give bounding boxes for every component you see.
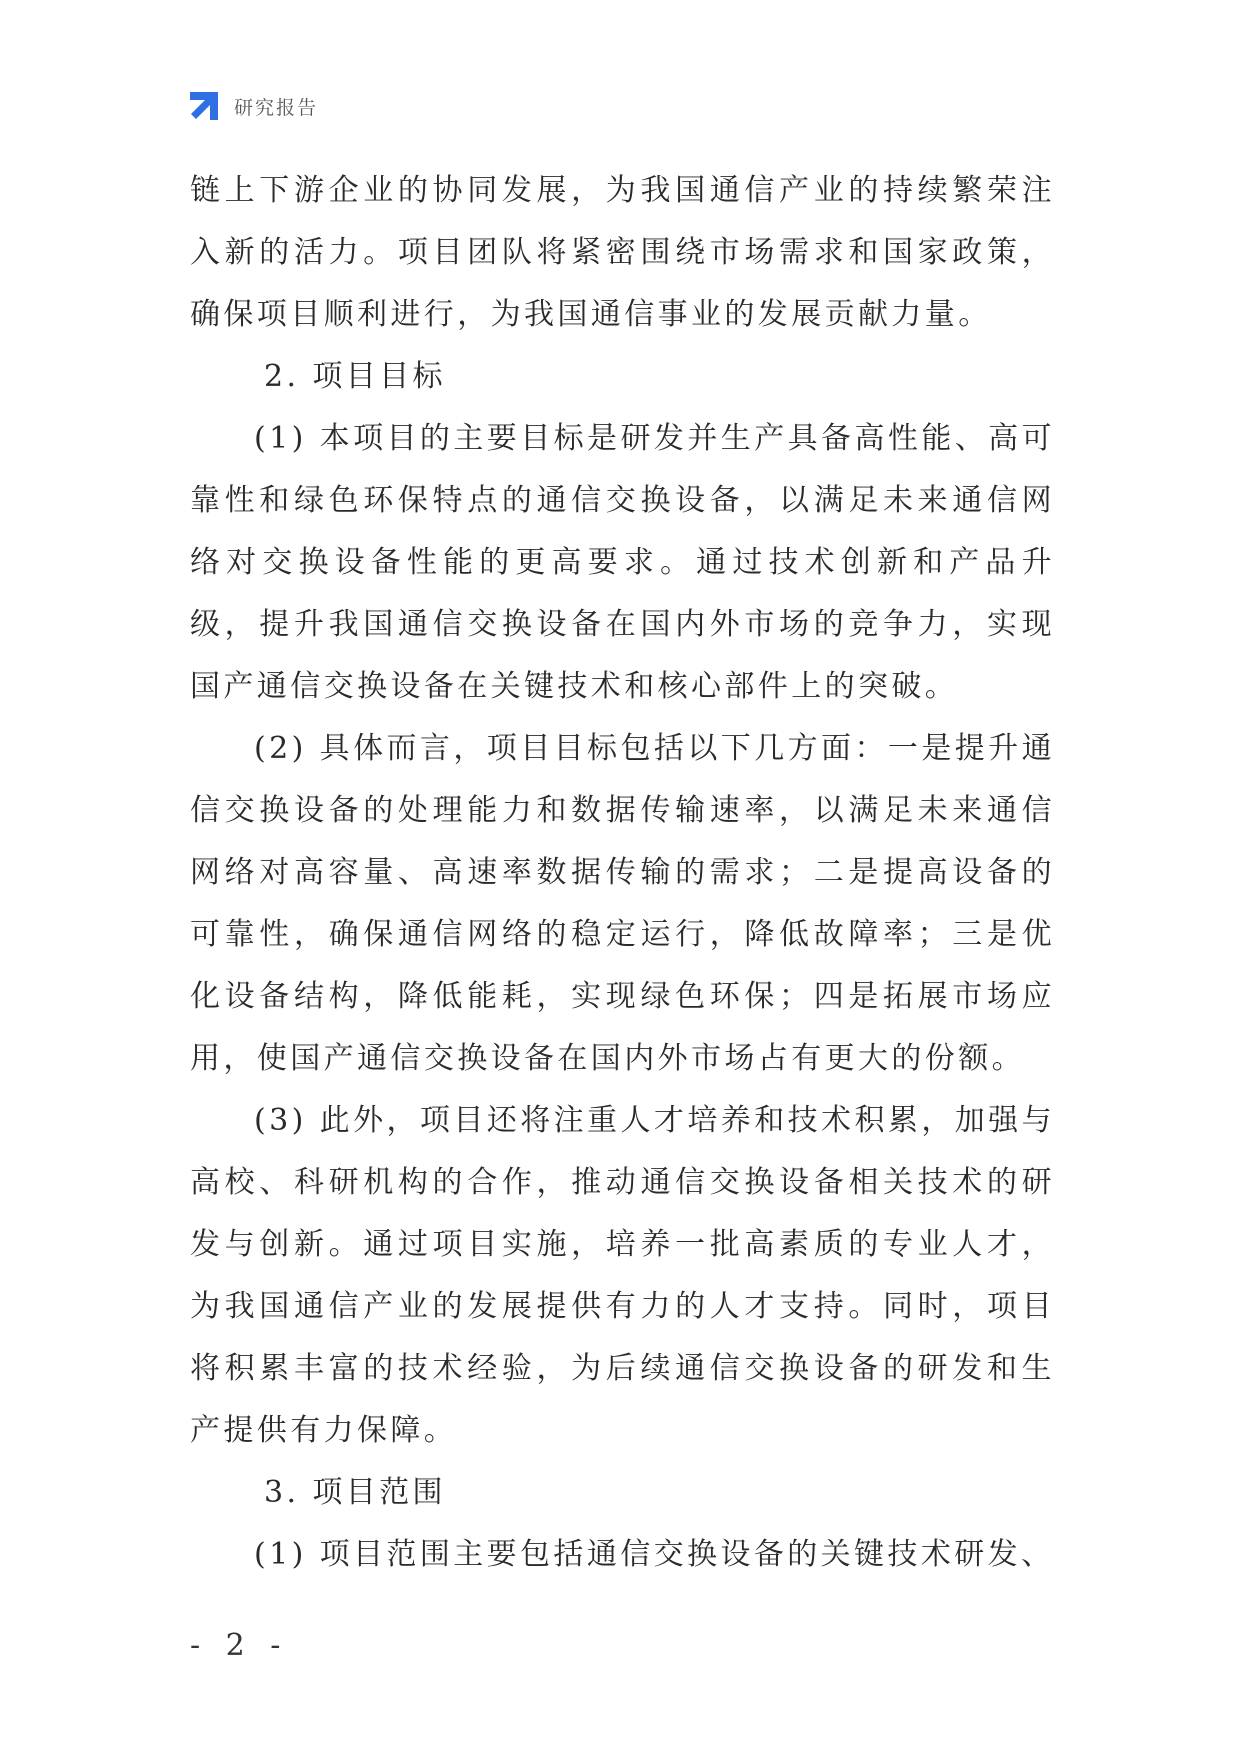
section-2-paragraph-3: (3) 此外，项目还将注重人才培养和技术积累，加强与高校、科研机构的合作，推动通信交换设备相关技术的研发与创新。通过项目实施，培养一批高素质的专业人才，为我国通信产业的发展提供有力的人才支持。同时，项目将积累丰富的技术经验，为后续通信交换设备的研发和生产提供有力保障。: [190, 1103, 1055, 1448]
section-2-heading: 2. 项目目标: [264, 359, 446, 394]
section-2-paragraph-2: (2) 具体而言，项目目标包括以下几方面：一是提升通信交换设备的处理能力和数据传输速率，以满足未来通信网络对高容量、高速率数据传输的需求；二是提高设备的可靠性，确保通信网络的稳定运行，降低故障率；三是优化设备结构，降低能耗，实现绿色环保；四是拓展市场应用，使国产通信交换设备在国内外市场占有更大的份额。: [190, 731, 1055, 1076]
section-3-heading: 3. 项目范围: [264, 1475, 446, 1510]
page-header: [188, 88, 318, 124]
arrow-logo-icon: [188, 90, 220, 122]
paragraph-continuation: 链上下游企业的协同发展，为我国通信产业的持续繁荣注入新的活力。项目团队将紧密围绕市场需求和国家政策，确保项目顺利进行，为我国通信事业的发展贡献力量。: [190, 173, 1055, 332]
document-body: [190, 160, 1055, 1586]
section-3-paragraph-1: (1) 项目范围主要包括通信交换设备的关键技术研发、: [254, 1537, 1055, 1572]
page-number: - 2 -: [190, 1628, 289, 1663]
header-title: 研究报告: [234, 96, 319, 119]
section-2-paragraph-1: (1) 本项目的主要目标是研发并生产具备高性能、高可靠性和绿色环保特点的通信交换设备，以满足未来通信网络对交换设备性能的更高要求。通过技术创新和产品升级，提升我国通信交换设备在国内外市场的竞争力，实现国产通信交换设备在关键技术和核心部件上的突破。: [190, 421, 1055, 704]
